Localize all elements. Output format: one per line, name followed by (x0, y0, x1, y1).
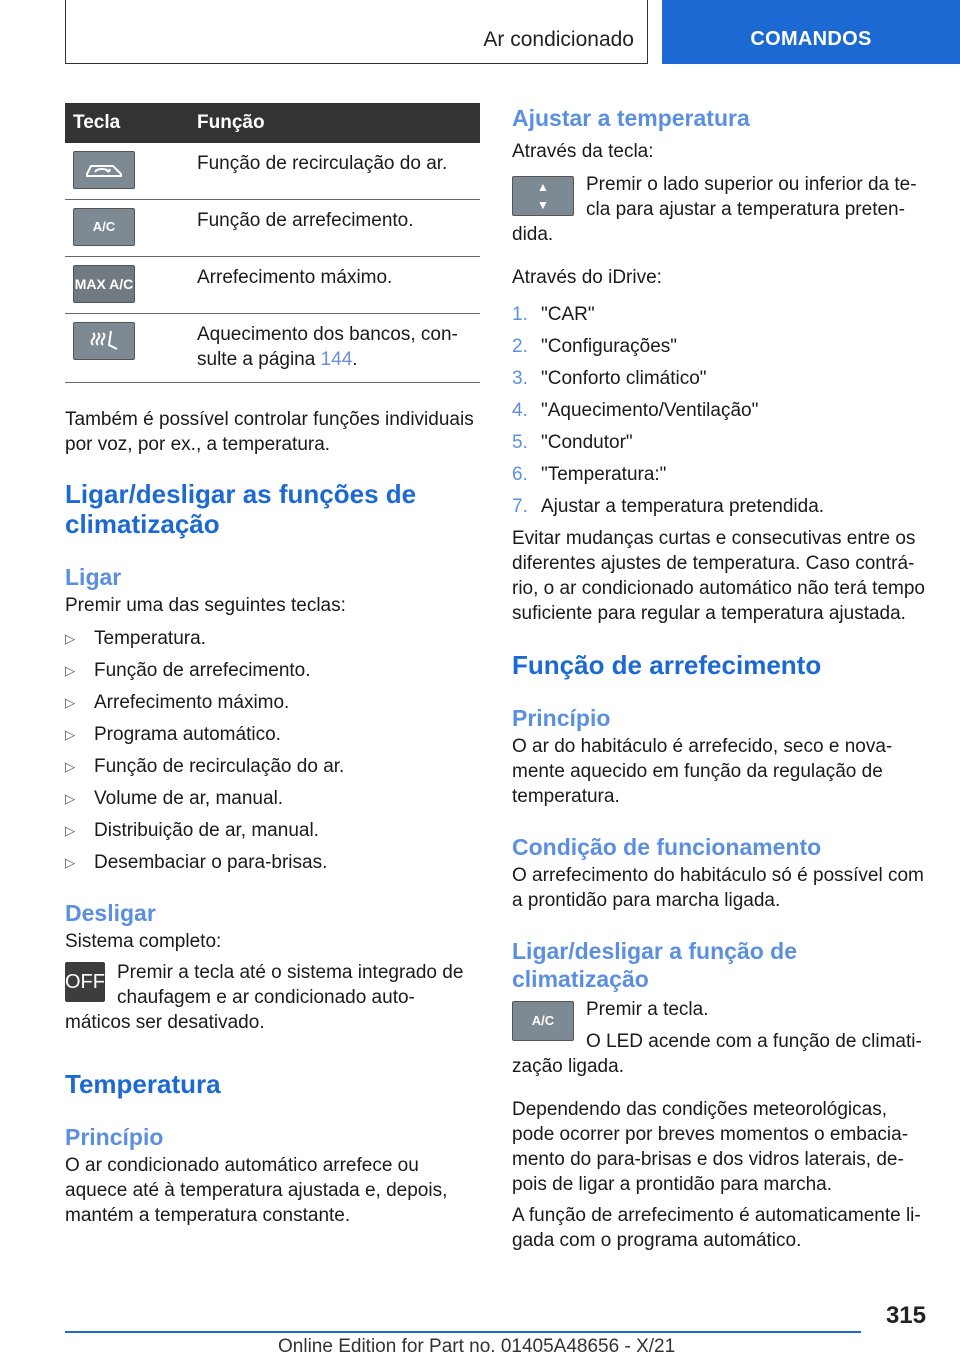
table-row (65, 257, 480, 314)
key-function-table (65, 103, 480, 383)
triangle-bullet-icon: ▷ (65, 695, 75, 710)
triangle-bullet-icon: ▷ (65, 791, 75, 806)
footer-divider (65, 1331, 861, 1333)
list-item: ▷ Desembaciar o para-brisas. (65, 852, 328, 873)
right-column (512, 103, 932, 1253)
seat-heating-text: Aquecimento dos bancos, con-sulte a página 144. (189, 314, 480, 383)
weather-text: Dependendo das condições meteorológicas, pode ocorrer por breves momentos o embacia-mento do para-brisas e dos vidros laterais, de-pois de ligar a prontidão para marcha. (512, 1099, 909, 1195)
heading-principle-right: Princípio (512, 705, 611, 731)
heading-cooling-function: Função de arrefecimento (512, 650, 822, 680)
list-item: ▷ Programa automático. (65, 724, 281, 745)
triangle-bullet-icon: ▷ (65, 663, 75, 678)
table-row (65, 143, 480, 200)
recirculation-function-text: Função de recirculação do ar. (189, 143, 480, 200)
list-item: 2. "Configurações" (512, 336, 678, 357)
list-item: ▷ Arrefecimento máximo. (65, 692, 290, 713)
recirculation-icon (73, 151, 135, 189)
rocker-text: Premir o lado superior ou inferior da te-cla para ajustar a temperatura preten- (586, 174, 917, 220)
off-text: Premir a tecla até o sistema integrado de chaufagem e ar condicionado auto- (117, 962, 464, 1008)
left-column (65, 103, 480, 1228)
temperature-rocker-icon (512, 176, 574, 216)
list-item: ▷ Função de arrefecimento. (65, 660, 311, 681)
off-key-icon: OFF (65, 962, 105, 1002)
chevron-down-icon: ▼ (537, 198, 549, 212)
heading-operating-condition: Condição de funcionamento (512, 834, 822, 860)
on-intro: Premir uma das seguintes teclas: (65, 595, 346, 616)
heading-off: Desligar (65, 900, 156, 926)
list-item: 4. "Aquecimento/Ventilação" (512, 400, 759, 421)
footer-edition: Online Edition for Part no. 01405A48656 - X/21 (278, 1336, 676, 1357)
heading-principle: Princípio (65, 1124, 164, 1150)
triangle-bullet-icon: ▷ (65, 727, 75, 742)
table-header-key: Tecla (65, 103, 189, 143)
via-idrive-text: Através do iDrive: (512, 267, 662, 288)
press-key-text: Premir a tecla. (586, 999, 709, 1020)
heading-temperature: Temperatura (65, 1069, 221, 1099)
list-item: 1. "CAR" (512, 304, 595, 325)
list-item: ▷ Distribuição de ar, manual. (65, 820, 319, 841)
heading-onoff-functions: Ligar/desligar as funções de climatização (65, 479, 417, 539)
list-item: 3. "Conforto climático" (512, 368, 707, 389)
chapter-tab[interactable]: COMANDOS (662, 0, 960, 64)
ac-key-icon: A/C (512, 1001, 574, 1041)
list-item: 5. "Condutor" (512, 432, 633, 453)
list-item: ▷ Função de recirculação do ar. (65, 756, 345, 777)
voice-control-text: Também é possível controlar funções individuais por voz, por ex., a temperatura. (65, 409, 474, 455)
page-number: 315 (885, 1302, 926, 1329)
cooling-principle-text: O ar do habitáculo é arrefecido, seco e nova-mente aquecido em função da regulação de temperatura. (512, 736, 893, 807)
heading-on: Ligar (65, 564, 122, 590)
auto-program-text: A função de arrefecimento é automaticamente li-gada com o programa automático. (512, 1205, 921, 1251)
list-item: 7. Ajustar a temperatura pretendida. (512, 496, 825, 517)
list-item: ▷ Temperatura. (65, 628, 206, 649)
led-text-continued: zação ligada. (512, 1056, 624, 1077)
condition-text: O arrefecimento do habitáculo só é possível com a prontidão para marcha ligada. (512, 865, 924, 911)
led-text: O LED acende com a função de climati- (586, 1031, 922, 1052)
cooling-function-text: Função de arrefecimento. (189, 200, 480, 257)
triangle-bullet-icon: ▷ (65, 759, 75, 774)
ac-icon: A/C (73, 208, 135, 246)
chevron-up-icon: ▲ (537, 180, 549, 194)
rocker-text-continued: dida. (512, 224, 554, 245)
max-cooling-text: Arrefecimento máximo. (189, 257, 480, 314)
off-intro: Sistema completo: (65, 931, 222, 952)
list-item: 6. "Temperatura:" (512, 464, 667, 485)
triangle-bullet-icon: ▷ (65, 631, 75, 646)
via-key-text: Através da tecla: (512, 141, 654, 162)
heading-onoff-climate: Ligar/desligar a função de climatização (512, 938, 798, 992)
idrive-steps-list (512, 302, 932, 519)
triangle-bullet-icon: ▷ (65, 855, 75, 870)
table-header-function: Função (189, 103, 480, 143)
off-text-continued: máticos ser desativado. (65, 1012, 265, 1033)
page-link[interactable]: 144 (320, 349, 353, 370)
principle-text: O ar condicionado automático arrefece ou aquece até à temperatura ajustada e, depois, mantém a temperatura constante. (65, 1155, 448, 1226)
seat-heating-icon (73, 322, 135, 360)
list-item: ▷ Volume de ar, manual. (65, 788, 284, 809)
max-ac-icon: MAX A/C (73, 265, 135, 303)
table-row (65, 314, 480, 383)
section-title: Ar condicionado (483, 28, 634, 51)
triangle-bullet-icon: ▷ (65, 823, 75, 838)
heading-adjust-temperature: Ajustar a temperatura (512, 105, 750, 131)
on-keys-list (65, 626, 480, 875)
table-row (65, 200, 480, 257)
avoid-changes-text: Evitar mudanças curtas e consecutivas entre os diferentes ajustes de temperatura. Caso contrá-rio, o ar condicionado automático não terá tempo suficiente para regular a temperatura ajustada. (512, 528, 925, 624)
